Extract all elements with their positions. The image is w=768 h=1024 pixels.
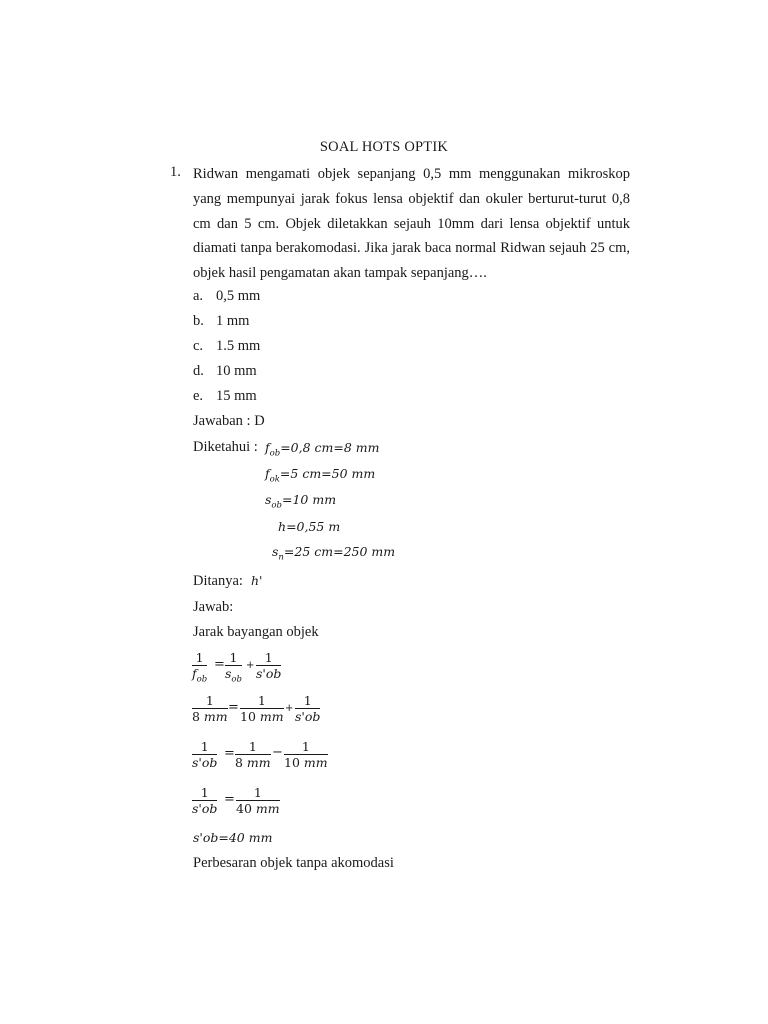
question-line: objek hasil pengamatan akan tampak sepanjang….	[193, 265, 487, 282]
known-sn: $s_n=25$ cm=250 mm	[272, 544, 396, 563]
formula-fraction: $\frac{1}{10 mm}$	[240, 693, 284, 724]
asked-label: Ditanya:	[193, 573, 243, 589]
formula-fraction: $\frac{1}{40 mm}$	[236, 785, 280, 816]
known-h: h=0,55 m	[278, 519, 341, 534]
formula-fraction: $\frac{1}{s'ob}$	[295, 693, 321, 724]
known-label: Diketahui :	[193, 439, 258, 455]
question-text	[193, 162, 630, 286]
equals-sign: =	[224, 792, 235, 807]
formula-fraction: $\frac{1}{10 mm}$	[284, 739, 328, 770]
option-letter: d.	[193, 363, 204, 379]
option-text: 1.5 mm	[216, 338, 261, 354]
plus-sign: +	[285, 703, 294, 714]
option-letter: b.	[193, 313, 204, 329]
plus-sign: +	[246, 660, 255, 671]
formula-fraction: $\frac{1}{s'ob}$	[256, 650, 282, 681]
formula-fraction: 1 $f_{ob}$	[192, 650, 208, 685]
solution-label: Jawab:	[193, 599, 234, 615]
question-line: diamati tanpa berakomodasi. Jika jarak baca normal Ridwan sejauh 25 cm,	[193, 240, 630, 257]
option-text: 0,5 mm	[216, 288, 261, 304]
option-letter: a.	[193, 288, 204, 304]
equals-sign: =	[224, 746, 235, 761]
section-heading: Jarak bayangan objek	[193, 624, 319, 640]
option-text: 10 mm	[216, 363, 257, 379]
known-fob: $f_{ob}=0,8$ cm=8 mm	[265, 440, 380, 459]
answer-key: Jawaban : D	[193, 413, 265, 429]
question-line: Ridwan mengamati objek sepanjang 0,5 mm menggunakan mikroskop	[193, 166, 630, 182]
formula-fraction: $\frac{1}{s'ob}$	[192, 739, 218, 770]
question-line: cm dan 5 cm. Objek diletakkan sejauh 10mm dari lensa objektif untuk	[193, 215, 630, 232]
section-heading: Perbesaran objek tanpa akomodasi	[193, 855, 394, 871]
known-sob: $s_{ob}=10$ mm	[265, 492, 337, 511]
option-letter: c.	[193, 338, 204, 354]
equals-sign: =	[214, 657, 225, 672]
question-number: 1.	[170, 164, 181, 180]
known-fok: $f_{ok}=5$ cm=50 mm	[265, 466, 376, 485]
equals-sign: =	[228, 700, 239, 715]
question-line: yang mempunyai jarak fokus lensa objektif dan okuler berturut-turut 0,8	[193, 190, 630, 207]
option-text: 15 mm	[216, 388, 257, 404]
formula-fraction: 1 $s_{ob}$	[225, 650, 242, 685]
minus-sign: −	[272, 745, 283, 760]
option-letter: e.	[193, 388, 204, 404]
asked-value: h'	[251, 573, 263, 588]
formula-fraction: $\frac{1}{8 mm}$	[235, 739, 271, 770]
formula-fraction: $\frac{1}{8 mm}$	[192, 693, 228, 724]
formula-fraction: $\frac{1}{s'ob}$	[192, 785, 218, 816]
page-title: SOAL HOTS OPTIK	[319, 139, 449, 155]
result-line: s'ob=40 mm	[193, 830, 273, 845]
option-text: 1 mm	[216, 313, 250, 329]
